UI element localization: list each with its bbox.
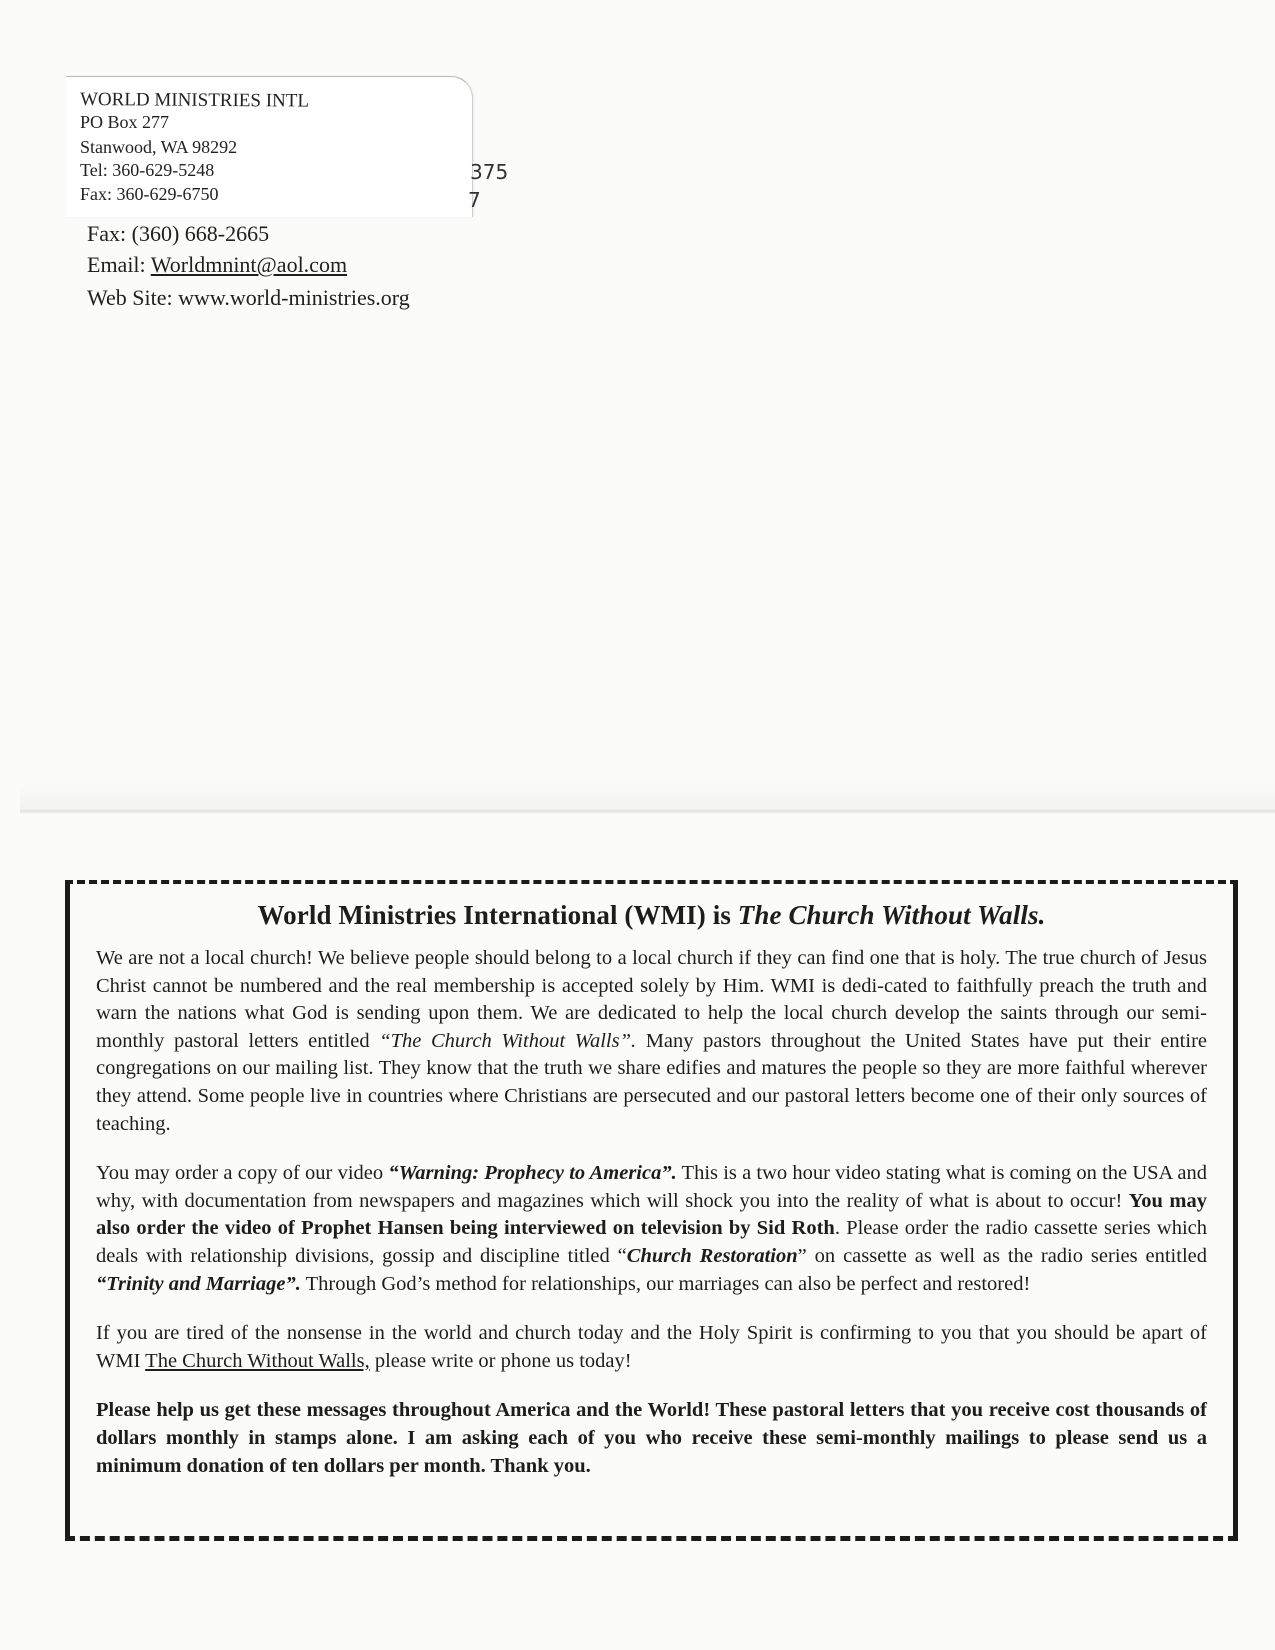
notice-title: [96, 900, 1207, 931]
p2-text-3: . Please order the radio cassette series which deals with relationship divisions, gossip and discipline titled “: [96, 1217, 1207, 1267]
covered-text-fragment: 7: [468, 188, 481, 212]
notice-title-main: World Ministries International (WMI) is: [257, 900, 738, 930]
covered-text-fragment: 375: [470, 160, 509, 184]
p3-underlined-name: The Church Without Walls,: [145, 1349, 370, 1372]
label-org: WORLD MINISTRIES INTL: [79, 89, 310, 112]
p2-text-5: Through God’s method for relationships, our marriages can also be perfect and restored!: [300, 1272, 1031, 1295]
email-label: Email:: [87, 252, 151, 277]
label-po-box: PO Box 277: [80, 112, 170, 132]
p2-text-2: This is a two hour video stating what is coming on the USA and why, with documentation from newspapers and magazines which will shock you into the reality of what is about to occur!: [96, 1162, 1207, 1212]
contact-website: Web Site: www.world-ministries.org: [87, 285, 410, 310]
paper-fold-line: [20, 808, 1275, 814]
notice-box: [65, 880, 1238, 1541]
p1-text: We are not a local church! We believe people should belong to a local church if they can find one that is holy. The true church of Jesus Christ cannot be numbered and the real membership is accepted solely by Him. WMI is dedi-cated to faithfully preach the truth and warn the nations what God is sending upon them. We are dedicated to help the local church develop the saints through our semi-monthly pastoral letters entitled: [96, 947, 1207, 1052]
paragraph-orders: [96, 1160, 1207, 1298]
contact-fax: Fax: (360) 668-2665: [87, 221, 270, 246]
p2-video-title: “Warning: Prophecy to America”.: [388, 1162, 677, 1185]
p3-text-rest: please write or phone us today!: [369, 1349, 632, 1372]
paragraph-invite: [96, 1320, 1207, 1375]
label-city: Stanwood, WA 98292: [80, 137, 238, 157]
p2-text-4: ” on cassette as well as the radio series entitled: [797, 1244, 1207, 1267]
p1-text-rest: Many pastors throughout the United States have put their entire congregations on our mailing list. They know that the truth we share edifies and matures the people so they are more faithful wherever they attend. Some people live in countries where Christians are persecuted and our pastoral letters become one of their only sources of teaching.: [96, 1029, 1207, 1135]
p3-text: If you are tired of the nonsense in the world and church today and the Holy Spirit is confirming to you that you should be apart of WMI: [96, 1322, 1207, 1372]
label-tel: Tel: 360-629-5248: [80, 160, 215, 180]
contact-email-line: [87, 252, 347, 278]
p1-letters-title: “The Church Without Walls”.: [379, 1029, 637, 1052]
p2-trinity-title: “Trinity and Marriage”.: [96, 1272, 301, 1295]
label-fax: Fax: 360-629-6750: [80, 184, 219, 204]
notice-title-italic: The Church Without Walls.: [737, 900, 1046, 930]
paper-fold-shadow: [20, 784, 1275, 808]
p2-bold-text: You may also order the video of Prophet Hansen being interviewed on television by Sid Roth: [96, 1189, 1207, 1240]
paragraph-about: [96, 945, 1207, 1138]
email-link[interactable]: Worldmnint@aol.com: [150, 252, 348, 277]
p2-restoration-title: Church Restoration: [626, 1244, 798, 1267]
p2-text: You may order a copy of our video: [96, 1162, 389, 1185]
paragraph-donation-appeal: Please help us get these messages throughout America and the World! These pastoral letters that you receive cost thousands of dollars monthly in stamps alone. I am asking each of you who receive these semi-monthly mailings to please send us a minimum donation of ten dollars per month. Thank you.: [96, 1399, 1207, 1477]
